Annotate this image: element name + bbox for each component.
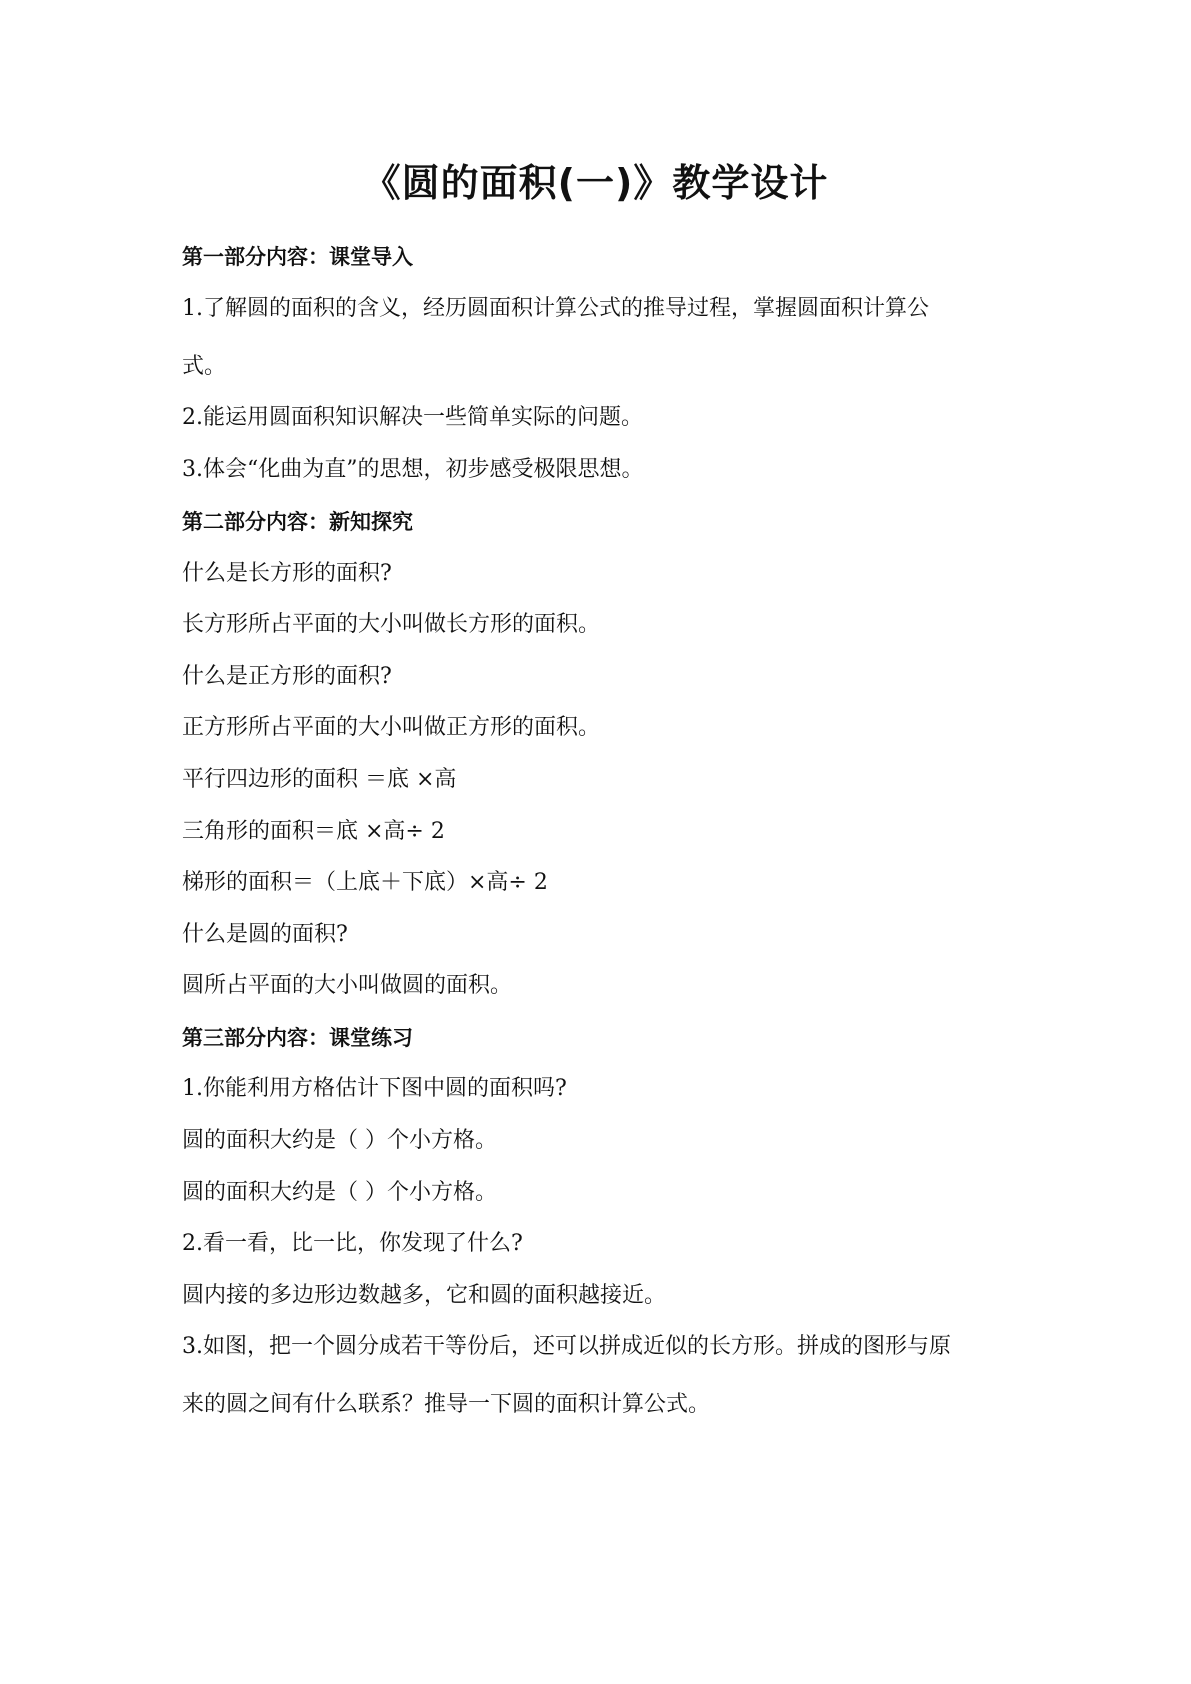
formula-line: 平行四边形的面积 ＝底 ×高 [182,767,457,792]
section-heading-2: 第二部分内容：新知探究 [182,510,413,534]
paragraph-line: 1.你能利用方格估计下图中圆的面积吗? [182,1076,567,1101]
paragraph-line: 长方形所占平面的大小叫做长方形的面积。 [182,612,601,637]
paragraph-line: 圆所占平面的大小叫做圆的面积。 [182,973,513,998]
formula-line: 三角形的面积＝底 ×高÷ 2 [182,819,445,844]
paragraph-line: 3.如图，把一个圆分成若干等份后，还可以拼成近似的长方形。拼成的图形与原 [182,1334,951,1359]
paragraph-line: 圆的面积大约是（ ）个小方格。 [182,1128,497,1153]
paragraph-line: 式。 [182,354,227,379]
paragraph-line: 3.体会“化曲为直”的思想，初步感受极限思想。 [182,457,644,482]
paragraph-line: 正方形所占平面的大小叫做正方形的面积。 [182,715,601,740]
paragraph-line: 2.看一看，比一比，你发现了什么? [182,1231,523,1256]
paragraph-line: 什么是长方形的面积? [182,561,392,586]
paragraph-line: 什么是圆的面积? [182,922,348,947]
paragraph-line: 什么是正方形的面积? [182,664,392,689]
formula-line: 梯形的面积＝（上底＋下底）×高÷ 2 [182,870,548,895]
paragraph-line: 圆内接的多边形边数越多，它和圆的面积越接近。 [182,1283,667,1308]
paragraph-line: 圆的面积大约是（ ）个小方格。 [182,1180,497,1205]
paragraph-line: 2.能运用圆面积知识解决一些简单实际的问题。 [182,405,643,430]
paragraph-line: 来的圆之间有什么联系？推导一下圆的面积计算公式。 [182,1392,711,1417]
section-heading-1: 第一部分内容：课堂导入 [182,245,413,269]
paragraph-line: 1.了解圆的面积的含义，经历圆面积计算公式的推导过程，掌握圆面积计算公 [182,296,929,321]
section-heading-3: 第三部分内容：课堂练习 [182,1026,413,1050]
document-title: 《圆的面积(一)》教学设计 [362,161,829,205]
